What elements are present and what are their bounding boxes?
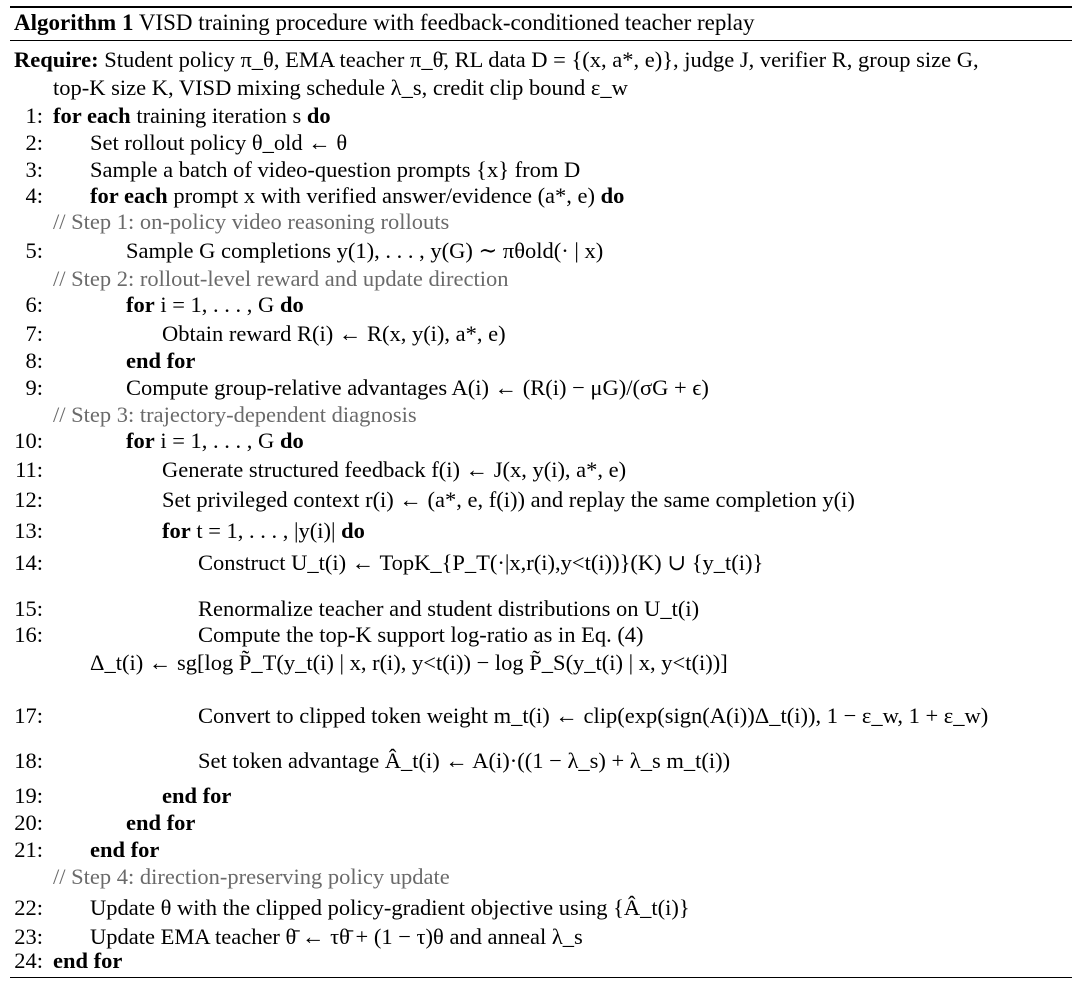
line-content: Obtain reward R(i) ← R(x, y(i), a*, e) — [162, 321, 506, 346]
line-number: 16: — [14, 622, 43, 647]
line-number: 8: — [25, 348, 43, 373]
step-line — [0, 321, 1084, 347]
step-line — [0, 837, 1084, 863]
require-text-1: Student policy π_θ, EMA teacher π_θ̄, RL data D = {(x, a*, e)}, judge J, verifier R, group size G, — [104, 47, 979, 72]
step-line — [0, 348, 1084, 374]
line-content: for each training iteration s do — [53, 103, 331, 128]
step-line — [0, 428, 1084, 454]
step-line — [0, 457, 1084, 483]
line-content: Compute group-relative advantages A(i) ← (R(i) − μG)/(σG + ϵ) — [126, 375, 709, 400]
line-content: end for — [126, 348, 196, 373]
require-keyword: Require: — [14, 47, 99, 72]
step-line — [0, 748, 1084, 774]
step-line — [0, 518, 1084, 544]
line-number: 9: — [25, 375, 43, 400]
line-content: end for — [53, 948, 123, 973]
step-line — [0, 783, 1084, 809]
bottom-rule — [10, 977, 1072, 978]
line-number: 23: — [14, 924, 43, 949]
line-content: Generate structured feedback f(i) ← J(x, y(i), a*, e) — [162, 457, 627, 482]
step-line — [0, 157, 1084, 183]
line-content: for each prompt x with verified answer/evidence (a*, e) do — [90, 183, 625, 208]
line-number: 17: — [14, 703, 43, 728]
line-number: 22: — [14, 895, 43, 920]
line-content: Update θ with the clipped policy-gradient objective using {Â_t(i)} — [90, 895, 690, 920]
step-comment — [0, 209, 1084, 235]
step-line — [0, 487, 1084, 513]
step-line — [0, 550, 1084, 576]
line-content: Update EMA teacher θ̄ ← τθ̄ + (1 − τ)θ and anneal λ_s — [90, 924, 583, 949]
require-line-1 — [14, 47, 979, 73]
step-line — [0, 895, 1084, 921]
algorithm-label: Algorithm 1 — [14, 10, 134, 35]
step-comment — [0, 402, 1084, 428]
line-content: Set rollout policy θ_old ← θ — [90, 130, 348, 155]
line-number: 18: — [14, 748, 43, 773]
require-line-2 — [53, 75, 628, 101]
line-content: Convert to clipped token weight m_t(i) ← clip(exp(sign(A(i))Δ_t(i)), 1 − ε_w, 1 + ε_w) — [198, 703, 989, 728]
line-number: 5: — [25, 238, 43, 263]
line-content: Compute the top-K support log-ratio as in Eq. (4) — [198, 622, 644, 647]
line-content: // Step 1: on-policy video reasoning rollouts — [53, 209, 450, 234]
step-line — [0, 238, 1084, 264]
line-content: end for — [90, 837, 160, 862]
top-rule — [10, 6, 1072, 8]
line-number: 20: — [14, 810, 43, 835]
line-content: Set token advantage Â_t(i) ← A(i)·((1 − λ_s) + λ_s m_t(i)) — [198, 748, 731, 773]
step-line — [0, 130, 1084, 156]
line-number: 12: — [14, 487, 43, 512]
step-comment — [0, 266, 1084, 292]
algorithm-name: VISD training procedure with feedback-conditioned teacher replay — [138, 10, 755, 35]
line-number: 10: — [14, 428, 43, 453]
line-number: 7: — [25, 321, 43, 346]
step-line — [0, 375, 1084, 401]
step-comment — [0, 864, 1084, 890]
line-content: end for — [126, 810, 196, 835]
step-formula — [0, 650, 1084, 676]
line-number: 15: — [14, 596, 43, 621]
line-number: 3: — [25, 157, 43, 182]
line-number: 11: — [15, 457, 43, 482]
line-content: Sample G completions y(1), . . . , y(G) ∼ πθold(· | x) — [126, 238, 604, 263]
line-number: 4: — [25, 183, 43, 208]
line-number: 21: — [14, 837, 43, 862]
line-number: 14: — [14, 550, 43, 575]
line-content: Set privileged context r(i) ← (a*, e, f(i)) and replay the same completion y(i) — [162, 487, 855, 512]
line-content: // Step 3: trajectory-dependent diagnosis — [53, 402, 417, 427]
step-line — [0, 703, 1084, 729]
step-line — [0, 924, 1084, 950]
line-number: 1: — [25, 103, 43, 128]
step-line — [0, 183, 1084, 209]
line-content: for t = 1, . . . , |y(i)| do — [162, 518, 365, 543]
step-line — [0, 103, 1084, 129]
step-line — [0, 292, 1084, 318]
line-number: 19: — [14, 783, 43, 808]
line-content: // Step 2: rollout-level reward and update direction — [53, 266, 509, 291]
algorithm-title — [14, 10, 754, 36]
line-content: end for — [162, 783, 232, 808]
line-content: Construct U_t(i) ← TopK_{P_T(·|x,r(i),y<t(i))}(K) ∪ {y_t(i)} — [198, 550, 764, 575]
line-number: 2: — [25, 130, 43, 155]
step-line — [0, 948, 1084, 974]
mid-rule — [10, 40, 1072, 41]
line-number: 6: — [25, 292, 43, 317]
line-content: for i = 1, . . . , G do — [126, 292, 304, 317]
line-number: 24: — [14, 948, 43, 973]
line-number: 13: — [14, 518, 43, 543]
step-line — [0, 810, 1084, 836]
step-line — [0, 596, 1084, 622]
line-content: Sample a batch of video-question prompts {x} from D — [90, 157, 581, 182]
line-content: // Step 4: direction-preserving policy update — [53, 864, 450, 889]
step-line — [0, 622, 1084, 648]
line-content: for i = 1, . . . , G do — [126, 428, 304, 453]
line-content: Renormalize teacher and student distributions on U_t(i) — [198, 596, 700, 621]
line-content: Δ_t(i) ← sg[log P̃_T(y_t(i) | x, r(i), y<t(i)) − log P̃_S(y_t(i) | x, y<t(i))] — [90, 650, 728, 675]
require-text-2: top-K size K, VISD mixing schedule λ_s, credit clip bound ε_w — [53, 75, 628, 100]
